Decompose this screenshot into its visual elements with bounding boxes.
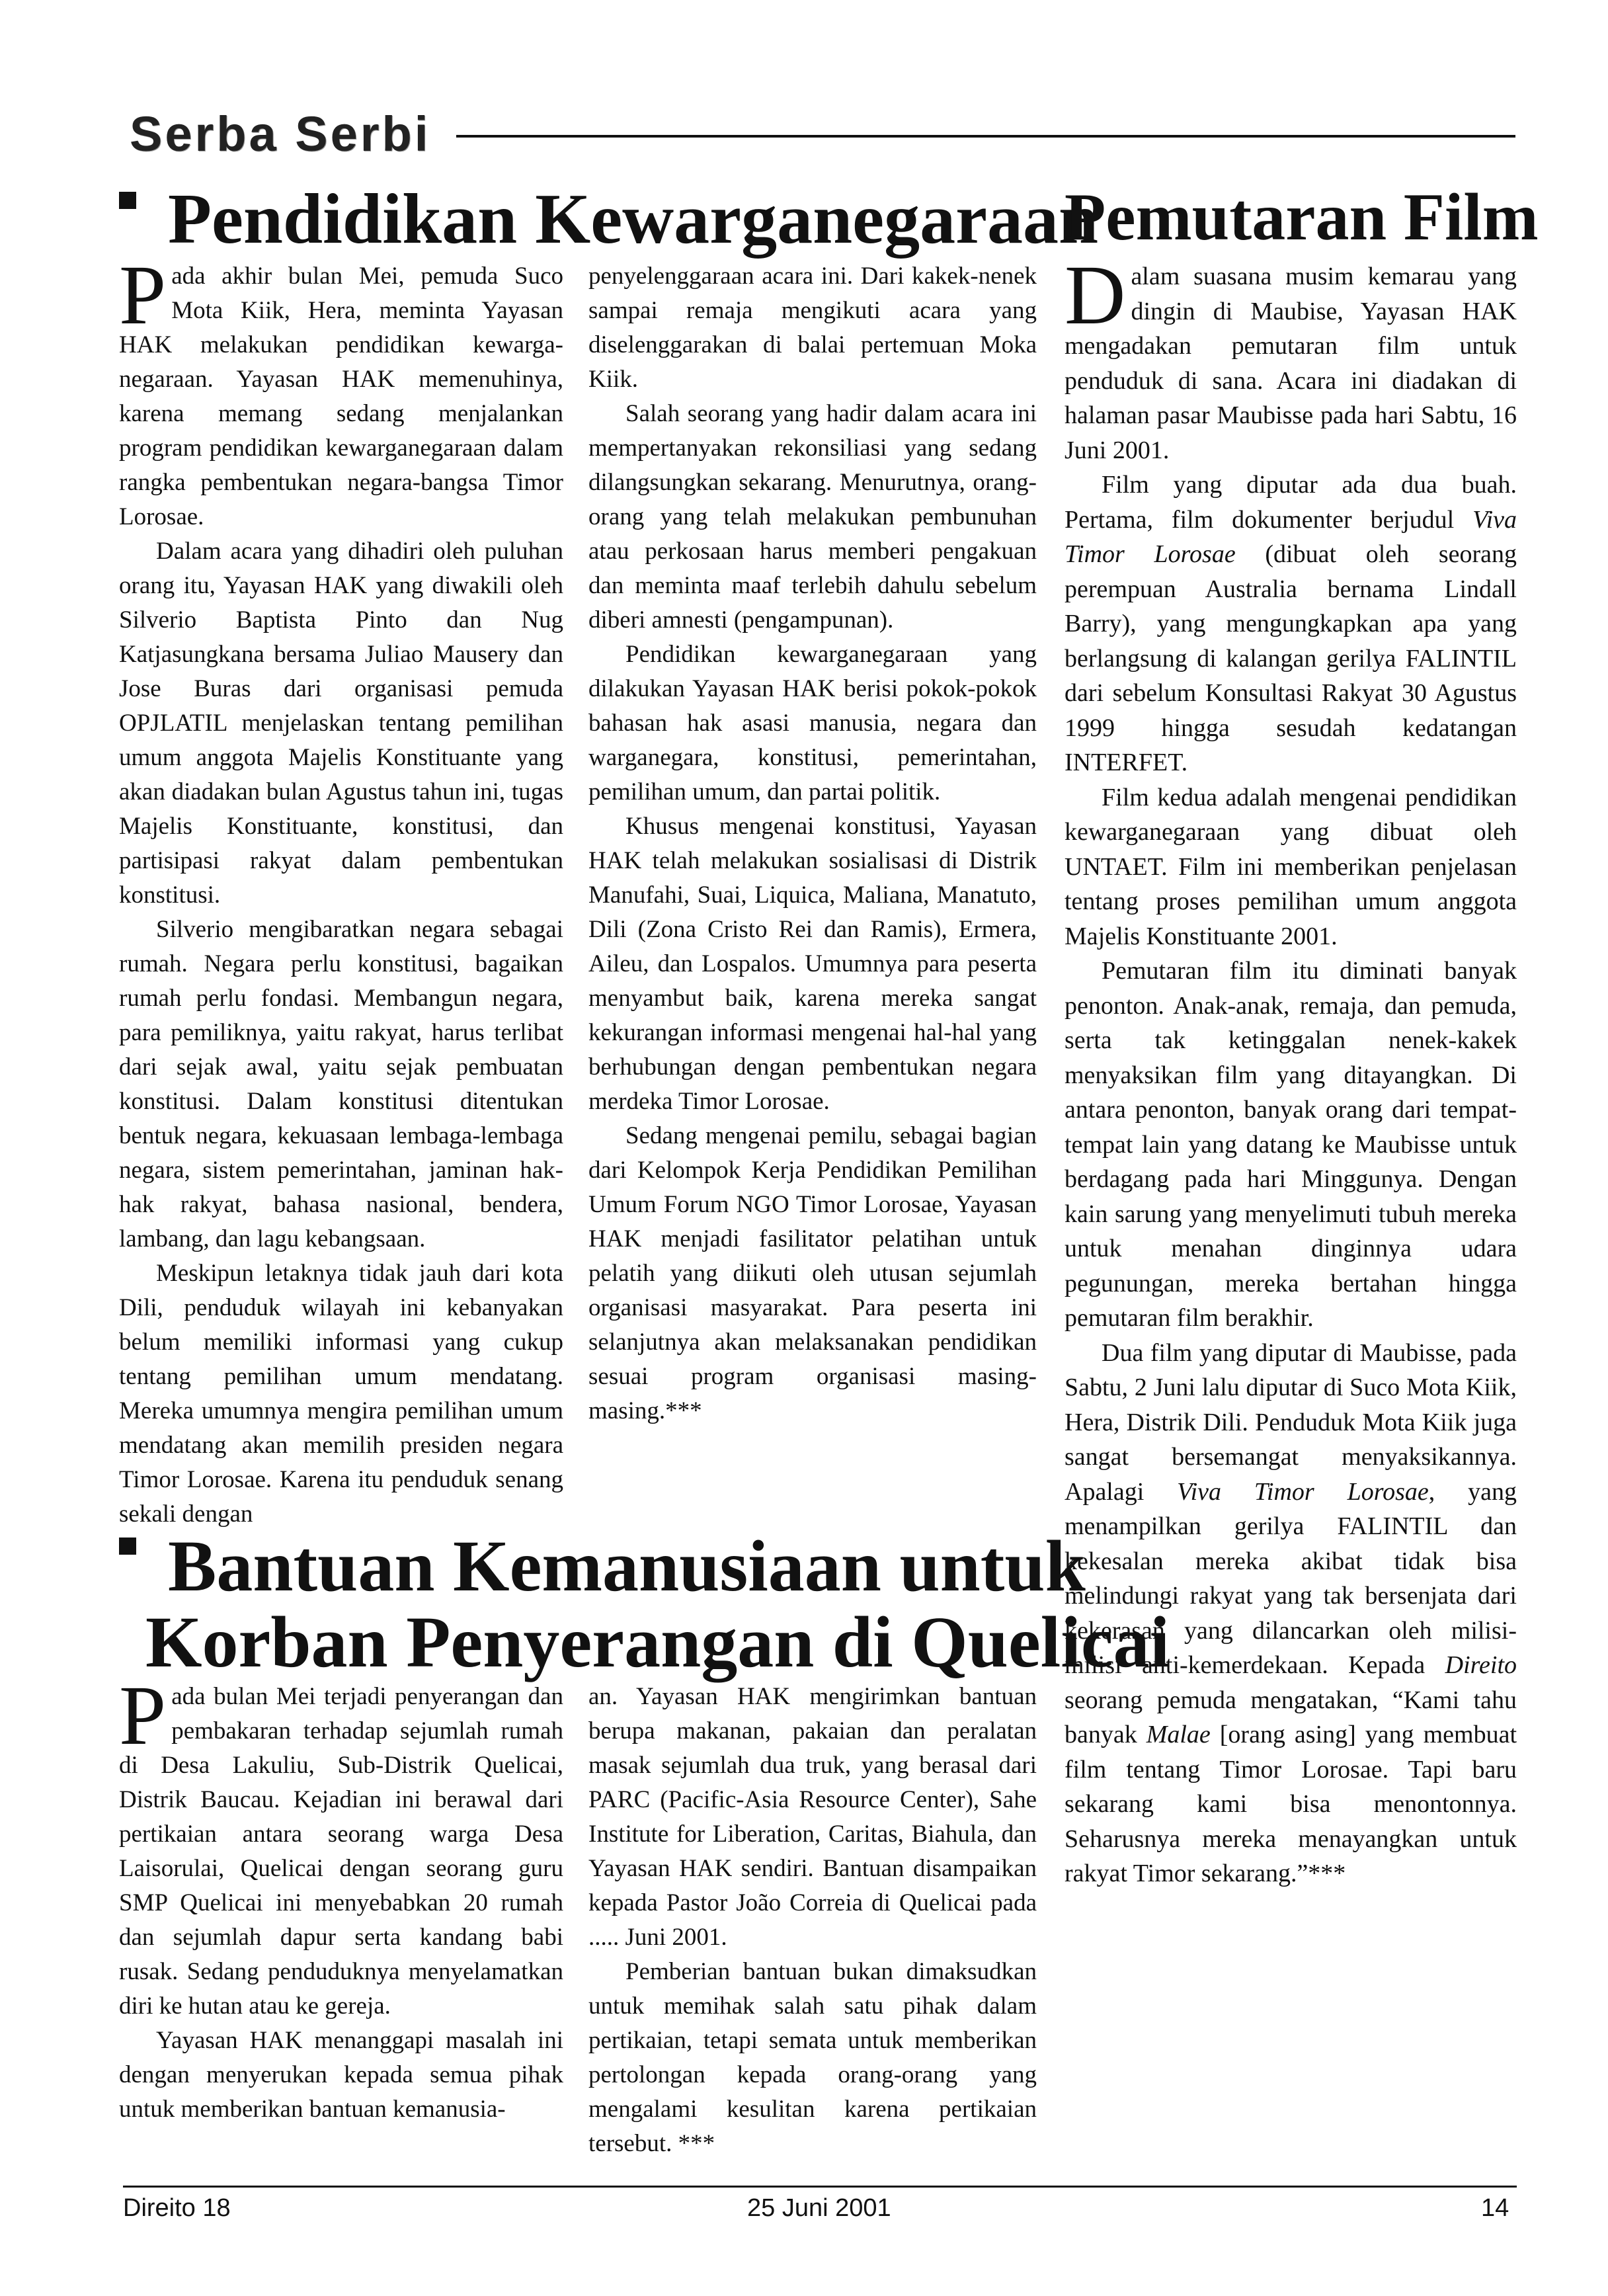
drop-cap: D (1065, 248, 1126, 342)
headline-pendidikan (119, 179, 1098, 261)
paragraph: Dua film yang diputar di Maubisse, pada Sabtu, 2 Juni lalu diputar di Suco Mota Kiik, Hera, Distrik Dili. Penduduk Mota Kiik juga sangat bersemangat menyaksikannya. Apalagi Viva Timor Lorosae, yang menampilkan gerilya FALINTIL dan kekesalan mereka akibat tidak bisa melindungi rakyat yang tak bersenjata dari kekerasan yang dilancarkan oleh milisi-milisi anti-kemerdekaan. Kepada Direito seorang pemuda mengatakan, “Kami tahu banyak Malae [orang asing] yang membuat film tentang Timor Lorosae. Tapi baru sekarang kami bisa menontonnya. Seharusnya mereka menayangkan untuk rakyat Timor sekarang.”*** (1065, 1338, 1517, 1887)
headline-bantuan-line1-text: Bantuan Kemanusiaan untuk (168, 1526, 1086, 1606)
footer-page-number: 14 (1481, 2194, 1509, 2222)
paragraph: Pada akhir bulan Mei, pemuda Suco Mota Kiik, Hera, meminta Yayasan HAK melakukan pendidikan kewarga-negaraan. Yayasan HAK memenuhinya, karena memang sedang menjalankan program pendidikan kewarganegaraan dalam rangka pembentukan negara-bangsa Timor Lorosae. (119, 248, 563, 530)
article-bantuan-col2 (588, 1680, 1037, 2161)
headline-pendidikan-text: Pendidikan Kewarganegaraan (168, 180, 1099, 259)
paragraph: Meskipun letaknya tidak jauh dari kota Dili, penduduk wilayah ini kebanyakan belum memiliki informasi yang cukup tentang pemilihan umum mendatang. Mereka umumnya mengira pemilihan umum mendatang akan memilih presiden negara Timor Lorosae. Karena itu penduduk senang sekali dengan (119, 1260, 563, 1528)
footer-magazine-issue: Direito 18 (123, 2194, 231, 2222)
section-label: Serba Serbi (130, 106, 431, 161)
paragraph: Yayasan HAK menanggapi masalah ini dengan menyerukan kepada semua pihak untuk memberikan bantuan kemanusia- (119, 2027, 563, 2123)
italic-title: Malae (1146, 1721, 1211, 1748)
paragraph: Sedang mengenai pemilu, sebagai bagian dari Kelompok Kerja Pendidikan Pemilihan Umum Forum NGO Timor Lorosae, Yayasan HAK menjadi fasilitator pelatihan untuk pelatih yang diikuti oleh utusan sejumlah organisasi masyarakat. Para peserta ini selanjutnya akan melaksanakan pendidikan sesuai program organisasi masing-masing.*** (588, 1122, 1037, 1424)
paragraph: Pada bulan Mei terjadi penyerangan dan pembakaran terhadap sejumlah rumah di Desa Lakuliu, Sub-Distrik Quelicai, Distrik Baucau. Kejadian ini berawal dari pertikaian antara seorang warga Desa Laisorulai, Quelicai dengan seorang guru SMP Quelicai ini menyebabkan 20 rumah dan sejumlah dapur serta kandang babi rusak. Sedang penduduknya menyelamatkan diri ke hutan atau ke gereja. (119, 1668, 563, 2020)
bullet-icon (119, 192, 136, 209)
paragraph: Dalam suasana musim kemarau yang dingin di Maubise, Yayasan HAK mengadakan pemutaran film untuk penduduk di sana. Acara ini diadakan di halaman pasar Maubisse pada hari Sabtu, 16 Juni 2001. (1065, 248, 1517, 464)
italic-title: Viva Timor Lorosae (1177, 1477, 1429, 1506)
paragraph: Salah seorang yang hadir dalam acara ini mempertanyakan rekonsiliasi yang sedang dilangsungkan sekarang. Menurutnya, orang-orang yang telah melakukan pembunuhan atau perkosaan harus memberi pengakuan dan meminta maaf terlebih dahulu sebelum diberi amnesti (pengampunan). (588, 400, 1037, 634)
drop-cap: P (119, 1668, 167, 1762)
paragraph: penyelenggaraan acara ini. Dari kakek-nenek sampai remaja mengikuti acara yang diselenggarakan di balai pertemuan Moka Kiik. (588, 263, 1037, 393)
headline-bantuan-line1 (119, 1524, 1086, 1608)
italic-title: Viva Timor Lorosae (1065, 505, 1517, 568)
paragraph: Silverio mengibaratkan negara sebagai rumah. Negara perlu konstitusi, bagaikan rumah perlu fondasi. Membangun negara, para pemiliknya, yaitu rakyat, harus terlibat dari sejak awal, yaitu sejak pembuatan konstitusi. Dalam konstitusi ditentukan bentuk negara, kekuasaan lembaga-lembaga negara, sistem pemerintahan, jaminan hak-hak rakyat, bahasa nasional, bendera, lambang, dan lagu kebangsaan. (119, 916, 563, 1252)
paragraph: Dalam acara yang dihadiri oleh puluhan orang itu, Yayasan HAK yang diwakili oleh Silverio Baptista Pinto dan Nug Katjasungkana bersama Juliao Mausery dan Jose Buras dari organisasi pemuda OPJLATIL menjelaskan tentang pemilihan umum anggota Majelis Konstituante yang akan diadakan bulan Agustus tahun ini, tugas Majelis Konstituante, konstitusi, dan partisipasi rakyat dalam pembentukan konstitusi. (119, 538, 563, 909)
paragraph: an. Yayasan HAK mengirimkan bantuan berupa makanan, pakaian dan peralatan masak sejumlah dua truk, yang berasal dari PARC (Pacific-Asia Resource Center), Sahe Institute for Liberation, Caritas, Biahula, dan Yayasan HAK sendiri. Bantuan disampaikan kepada Pastor João Correia di Quelicai pada ..... Juni 2001. (588, 1683, 1037, 1951)
footer-date: 25 Juni 2001 (747, 2194, 891, 2222)
paragraph: Film kedua adalah mengenai pendidikan kewarganegaraan yang dibuat oleh UNTAET. Film ini memberikan penjelasan tentang proses pemilihan umum anggota Majelis Konstituante 2001. (1065, 783, 1517, 950)
bullet-icon (119, 1538, 136, 1555)
article-pendidikan-col2 (588, 259, 1037, 1428)
article-pendidikan-col1 (119, 248, 563, 1532)
section-rule (456, 135, 1515, 138)
italic-title: Direito (1445, 1651, 1517, 1679)
headline-bantuan-line2: Korban Penyerangan di Quelicai (145, 1602, 1170, 1682)
paragraph: Pemutaran film itu diminati banyak penonton. Anak-anak, remaja, dan pemuda, serta tak ketinggalan nenek-kakek menyaksikan film yang ditayangkan. Di antara penonton, banyak orang dari tempat-tempat lain yang datang ke Maubisse untuk berdagang pada hari Minggunya. Dengan kain sarung yang menyelimuti tubuh mereka untuk menahan dinginnya udara pegunungan, mereka bertahan hingga pemutaran film berakhir. (1065, 957, 1517, 1332)
paragraph: Khusus mengenai konstitusi, Yayasan HAK telah melakukan sosialisasi di Distrik Manufahi, Suai, Liquica, Maliana, Manatuto, Dili (Zona Cristo Rei dan Ramis), Ermera, Aileu, dan Lospalos. Umumnya para peserta menyambut baik, karena mereka sangat kekurangan informasi mengenai hal-hal yang berhubungan dengan pembentukan negara merdeka Timor Lorosae. (588, 813, 1037, 1115)
headline-pemutaran-film: Pemutaran Film (1065, 180, 1539, 255)
paragraph: Pendidikan kewarganegaraan yang dilakukan Yayasan HAK berisi pokok-pokok bahasan hak asasi manusia, negara dan warganegara, konstitusi, pemerintahan, pemilihan umum, dan partai politik. (588, 641, 1037, 805)
article-bantuan-col1 (119, 1668, 563, 2127)
paragraph: Film yang diputar ada dua buah. Pertama, film dokumenter berjudul Viva Timor Lorosae (dibuat oleh seorang perempuan Australia bernama Lindall Barry), yang mengungkapkan apa yang berlangsung di kalangan gerilya FALINTIL dari sebelum Konsultasi Rakyat 30 Agustus 1999 hingga sesudah kedatangan INTERFET. (1065, 471, 1517, 776)
footer-rule (123, 2186, 1517, 2188)
drop-cap: P (119, 248, 167, 342)
paragraph: Pemberian bantuan bukan dimaksudkan untuk memihak salah satu pihak dalam pertikaian, tetapi semata untuk memberikan pertolongan kepada orang-orang yang mengalami kesulitan karena pertikaian tersebut. *** (588, 1958, 1037, 2157)
